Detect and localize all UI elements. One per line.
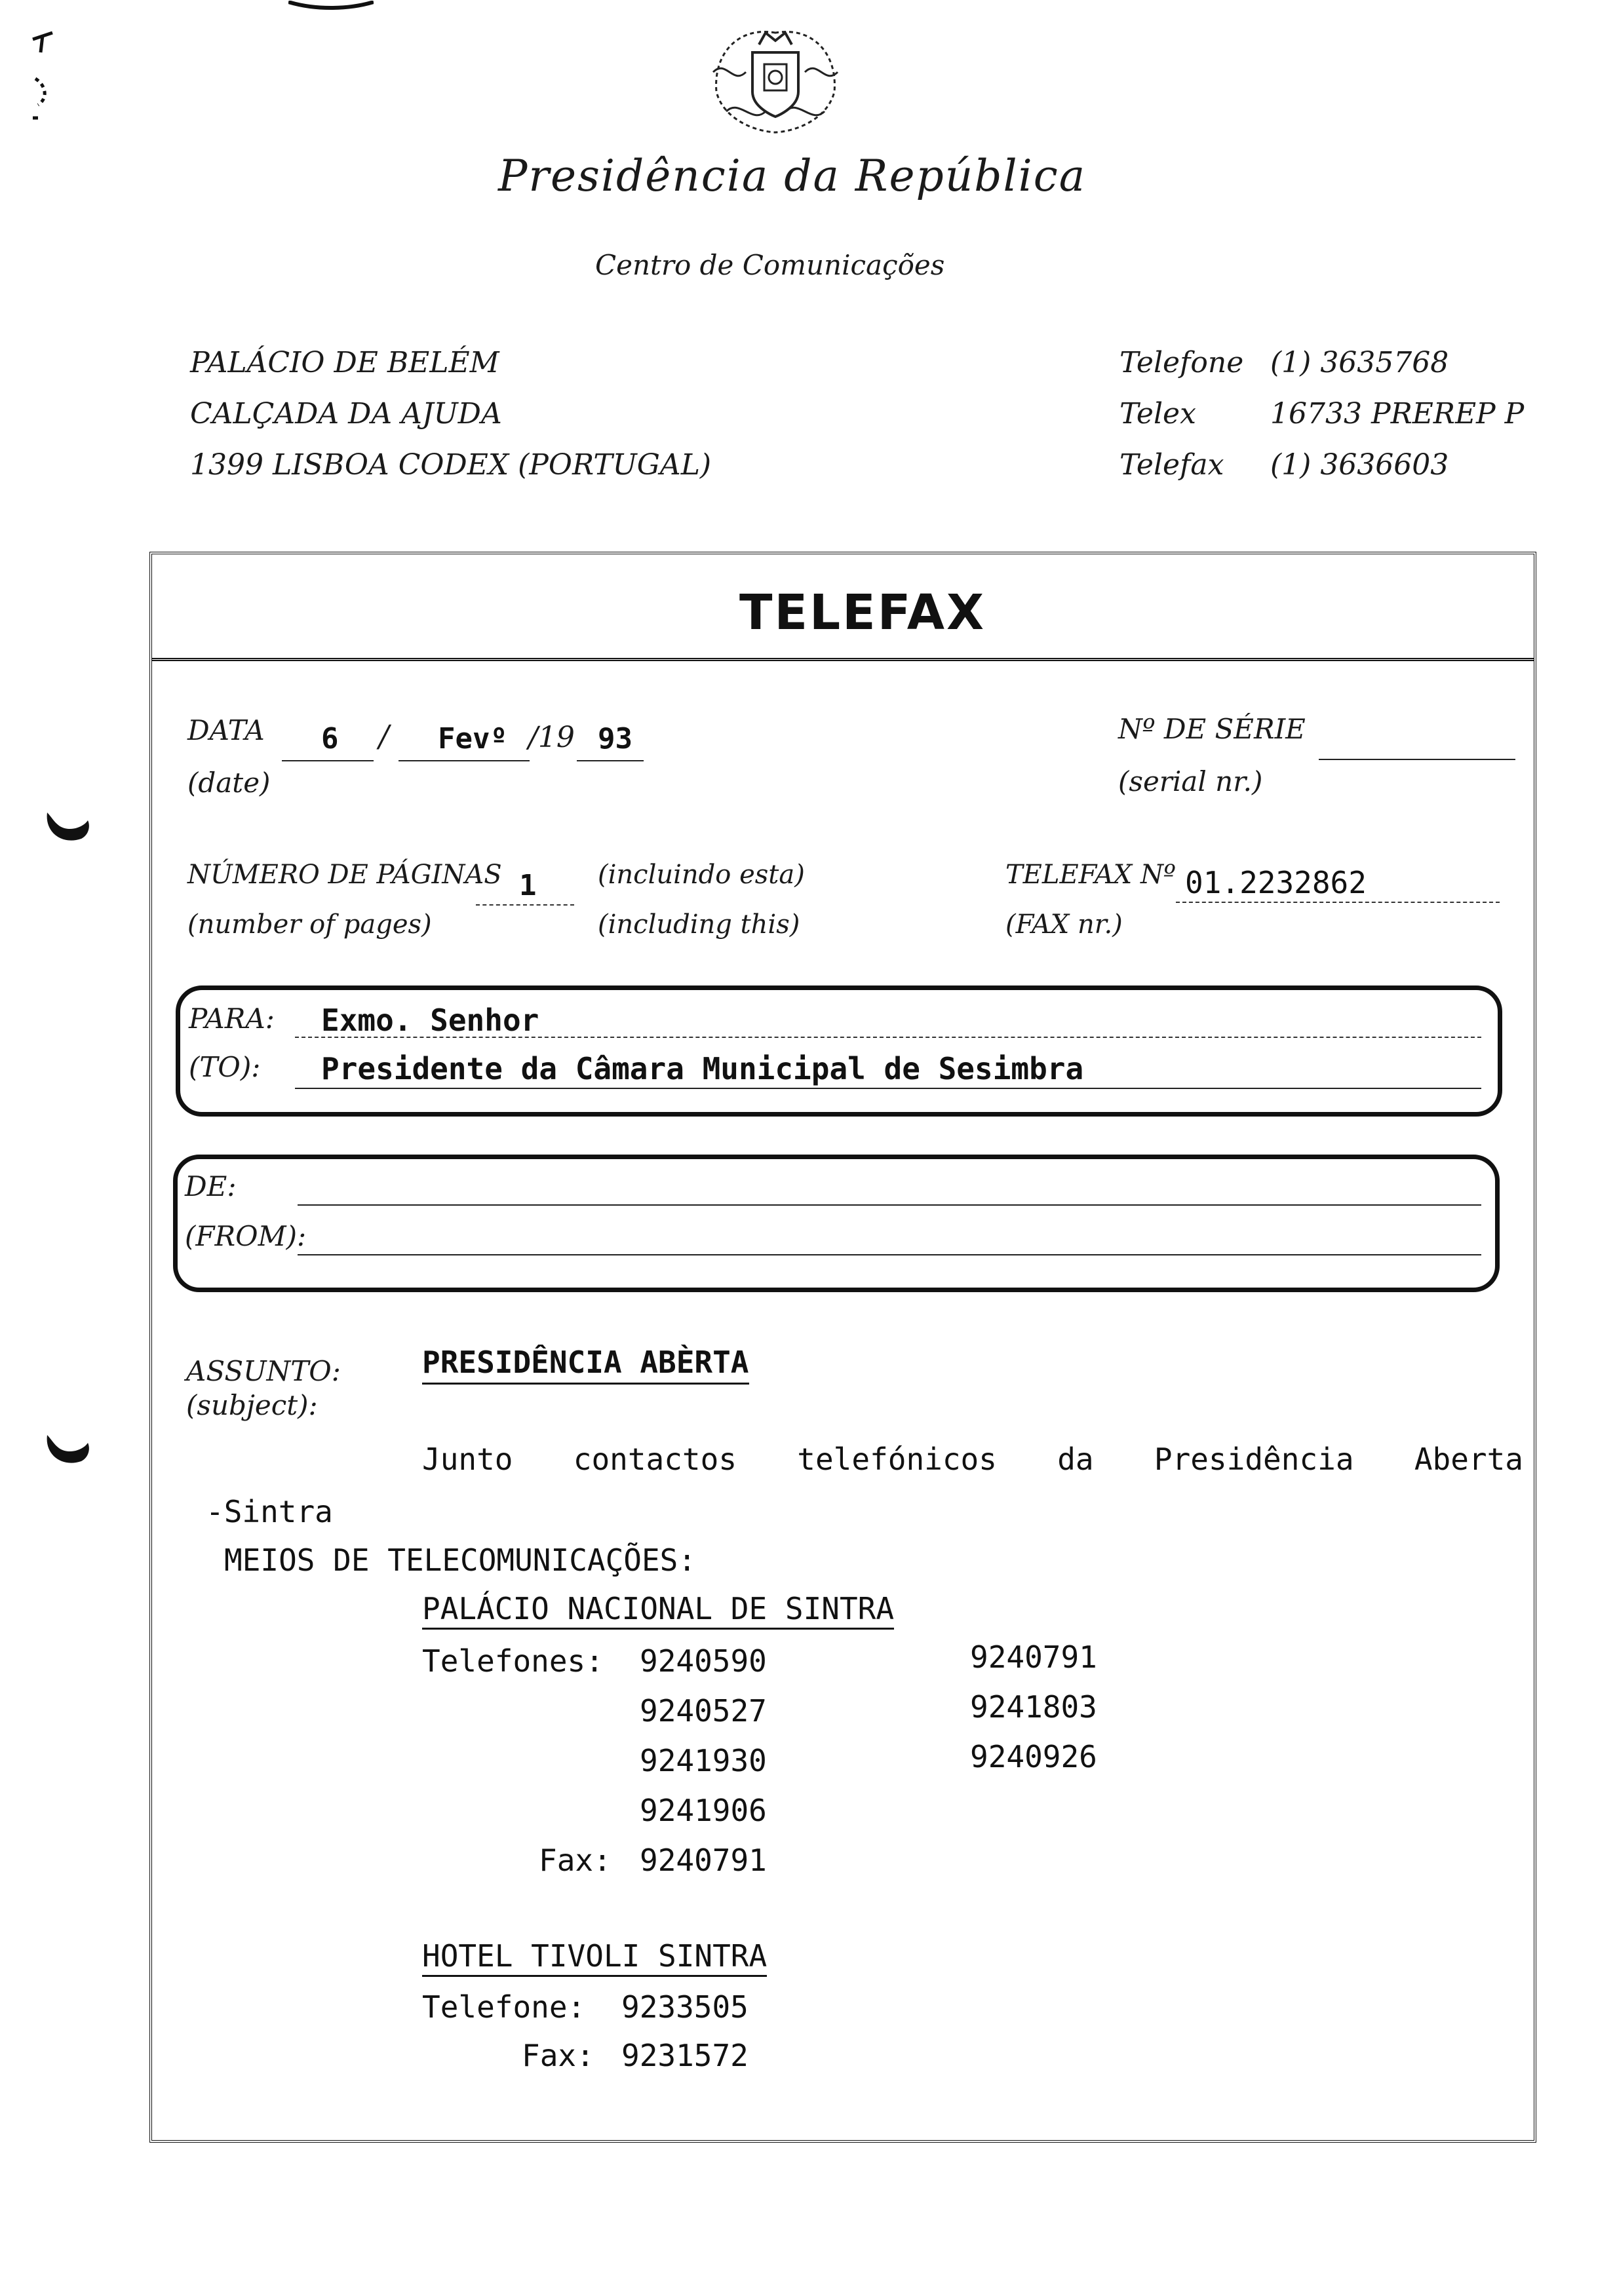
subject-value: PRESIDÊNCIA ABÈRTA <box>422 1345 749 1385</box>
phone-col1-item: 9240590 <box>640 1643 767 1679</box>
address-line1: PALÁCIO DE BELÉM <box>190 346 499 379</box>
phone-col2-item: 9240791 <box>970 1639 1097 1675</box>
intro-continuation: -Sintra <box>206 1494 333 1529</box>
hotel-telefone-label: Telefone: <box>422 1989 586 2025</box>
address-line2: CALÇADA DA AJUDA <box>190 397 502 430</box>
including-pt: (incluindo esta) <box>598 860 805 890</box>
coat-of-arms-emblem <box>700 13 851 138</box>
meios-heading: MEIOS DE TELECOMUNICAÇÕES: <box>224 1542 697 1578</box>
hotel-fax-value: 9231572 <box>621 2038 749 2073</box>
telefax-no-value: 01.2232862 <box>1185 865 1367 900</box>
pages-label: NÚMERO DE PÁGINAS <box>187 860 502 890</box>
date-year-prefix: /19 <box>528 721 575 754</box>
serie-sublabel: (serial nr.) <box>1118 765 1263 797</box>
data-label: DATA <box>187 714 265 746</box>
scan-mark <box>288 0 374 9</box>
form-title: TELEFAX <box>739 584 986 641</box>
pages-underline <box>476 904 574 906</box>
telex-label: Telex <box>1119 397 1196 430</box>
assunto-label: ASSUNTO: <box>186 1355 341 1387</box>
intro-word: contactos <box>573 1442 737 1477</box>
telefax-no-label: TELEFAX Nº <box>1005 860 1176 890</box>
intro-word: Junto <box>422 1442 513 1477</box>
phone-col1-item: 9240527 <box>640 1693 767 1729</box>
date-month: Fevº <box>438 722 507 756</box>
day-underline <box>282 760 374 761</box>
title-divider <box>152 658 1534 661</box>
para-label: PARA: <box>189 1003 275 1035</box>
pages-sublabel: (number of pages) <box>187 909 432 940</box>
intro-word: da <box>1057 1442 1094 1477</box>
address-line3: 1399 LISBOA CODEX (PORTUGAL) <box>190 448 712 482</box>
phone-col1-item: 9241906 <box>640 1793 767 1828</box>
subject-label: (subject): <box>186 1389 318 1421</box>
fax-form-frame <box>149 552 1536 2143</box>
to-label: (TO): <box>189 1051 261 1083</box>
pages-value: 1 <box>519 869 537 902</box>
institution-name: Presidência da República <box>498 151 1087 201</box>
telefax-no-underline <box>1176 902 1500 903</box>
telefax-no-sublabel: (FAX nr.) <box>1005 909 1123 940</box>
hotel-fax-label: Fax: <box>522 2038 594 2073</box>
serie-underline <box>1319 759 1515 760</box>
date-sep: / <box>379 718 389 754</box>
data-sublabel: (date) <box>187 767 271 799</box>
para-line2: Presidente da Câmara Municipal de Sesimbra <box>321 1051 1084 1086</box>
para-line2-rule <box>295 1088 1481 1089</box>
phone-col2-item: 9241803 <box>970 1689 1097 1725</box>
punch-hole-mark <box>42 806 92 848</box>
intro-word: Presidência <box>1154 1442 1354 1477</box>
hotel-heading: HOTEL TIVOLI SINTRA <box>422 1938 767 1977</box>
telex-value: 16733 PREREP P <box>1270 397 1525 430</box>
palacio-fax-value: 9240791 <box>640 1843 767 1878</box>
date-year: 93 <box>598 722 632 756</box>
phone-col2-item: 9240926 <box>970 1739 1097 1774</box>
intro-word: Aberta <box>1414 1442 1523 1477</box>
year-underline <box>577 760 644 761</box>
from-label: (FROM): <box>185 1220 307 1252</box>
telefax-label: Telefax <box>1119 448 1224 482</box>
palacio-heading: PALÁCIO NACIONAL DE SINTRA <box>422 1591 894 1630</box>
telefone-label: Telefone <box>1119 346 1244 379</box>
para-line1: Exmo. Senhor <box>321 1003 539 1038</box>
punch-hole-mark <box>42 1428 92 1470</box>
sender-box <box>173 1155 1500 1292</box>
scan-mark <box>26 26 66 124</box>
department-name: Centro de Comunicações <box>595 249 945 281</box>
serie-label: Nº DE SÉRIE <box>1118 713 1306 745</box>
date-day: 6 <box>321 722 339 756</box>
from-line-rule <box>298 1254 1481 1255</box>
intro-word: telefónicos <box>797 1442 997 1477</box>
telefone-value: (1) 3635768 <box>1270 346 1449 379</box>
phone-col1-item: 9241930 <box>640 1743 767 1778</box>
telefones-label: Telefones: <box>422 1643 604 1679</box>
hotel-telefone-value: 9233505 <box>621 1989 749 2025</box>
intro-line <box>422 1442 1523 1477</box>
including-en: (including this) <box>598 909 800 940</box>
telefax-value: (1) 3636603 <box>1270 448 1449 482</box>
de-line-rule <box>298 1204 1481 1206</box>
palacio-fax-label: Fax: <box>539 1843 612 1878</box>
month-underline <box>399 760 530 761</box>
de-label: DE: <box>185 1170 237 1202</box>
